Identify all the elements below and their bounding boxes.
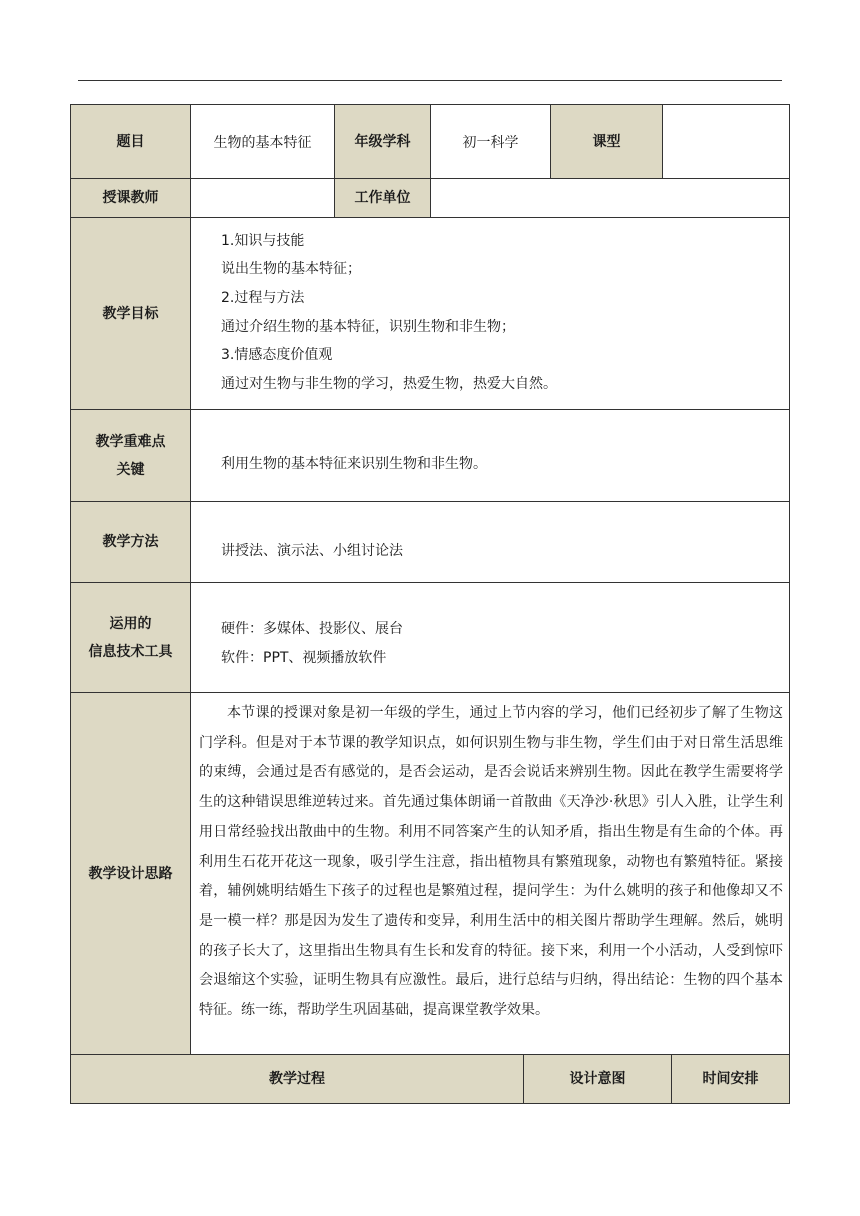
key-points-label-line2: 关键	[116, 461, 145, 478]
goal-line: 说出生物的基本特征；	[221, 261, 361, 277]
tools-label-line2: 信息技术工具	[88, 643, 173, 660]
key-points-label	[70, 409, 191, 502]
goal-line: 2.过程与方法	[221, 290, 305, 306]
goal-line: 3.情感态度价值观	[221, 347, 333, 363]
unit-label: 工作单位	[334, 178, 431, 218]
method-label: 教学方法	[70, 501, 191, 583]
type-label: 课型	[550, 104, 663, 179]
key-points-label-line1: 教学重难点	[95, 433, 166, 450]
topic-label: 题目	[70, 104, 191, 179]
design-cell	[190, 692, 790, 1055]
tools-software: 软件：PPT、视频播放软件	[221, 650, 387, 666]
goal-line: 1.知识与技能	[221, 233, 305, 249]
header-rule	[78, 80, 782, 81]
goal-line: 通过介绍生物的基本特征，识别生物和非生物；	[221, 319, 515, 335]
goal-line: 通过对生物与非生物的学习，热爱生物，热爱大自然。	[221, 376, 557, 392]
key-points-value: 利用生物的基本特征来识别生物和非生物。	[221, 456, 487, 472]
method-value: 讲授法、演示法、小组讨论法	[221, 543, 403, 559]
process-label: 教学过程	[70, 1054, 524, 1104]
tools-label-line1: 运用的	[109, 615, 152, 632]
intent-label: 设计意图	[523, 1054, 672, 1104]
type-value	[662, 104, 790, 179]
tools-hardware: 硬件：多媒体、投影仪、展台	[221, 621, 403, 637]
teacher-label: 授课教师	[70, 178, 191, 218]
grade-value: 初一科学	[430, 104, 551, 179]
grade-label: 年级学科	[334, 104, 431, 179]
design-label: 教学设计思路	[70, 692, 191, 1055]
time-label: 时间安排	[671, 1054, 790, 1104]
design-paragraph: 本节课的授课对象是初一年级的学生，通过上节内容的学习，他们已经初步了解了生物这门学科。但是对于本节课的教学知识点，如何识别生物与非生物，学生们由于对日常生活思维的束缚，会通过是否有感觉的，是否会运动，是否会说话来辨别生物。因此在教学生需要将学生的这种错误思维逆转过来。首先通过集体朗诵一首散曲《天净沙·秋思》引人入胜，让学生利用日常经验找出散曲中的生物。利用不同答案产生的认知矛盾，指出生物是有生命的个体。再利用生石花开花这一现象，吸引学生注意，指出植物具有繁殖现象，动物也有繁殖特征。紧接着，辅例姚明结婚生下孩子的过程也是繁殖过程，提问学生：为什么姚明的孩子和他像却又不是一模一样？那是因为发生了遗传和变异，利用生活中的相关图片帮助学生理解。然后，姚明的孩子长大了，这里指出生物具有生长和发育的特征。接下来，利用一个小活动，人受到惊吓会退缩这个实验，证明生物具有应激性。最后，进行总结与归纳，得出结论：生物的四个基本特征。练一练，帮助学生巩固基础，提高课堂教学效果。	[199, 705, 783, 1019]
teacher-value	[190, 178, 335, 218]
tools-cell	[190, 582, 790, 693]
unit-value	[430, 178, 790, 218]
topic-value: 生物的基本特征	[190, 104, 335, 179]
key-points-cell	[190, 409, 790, 502]
goals-cell	[190, 217, 790, 410]
method-cell	[190, 501, 790, 583]
goals-label: 教学目标	[70, 217, 191, 410]
tools-label	[70, 582, 191, 693]
